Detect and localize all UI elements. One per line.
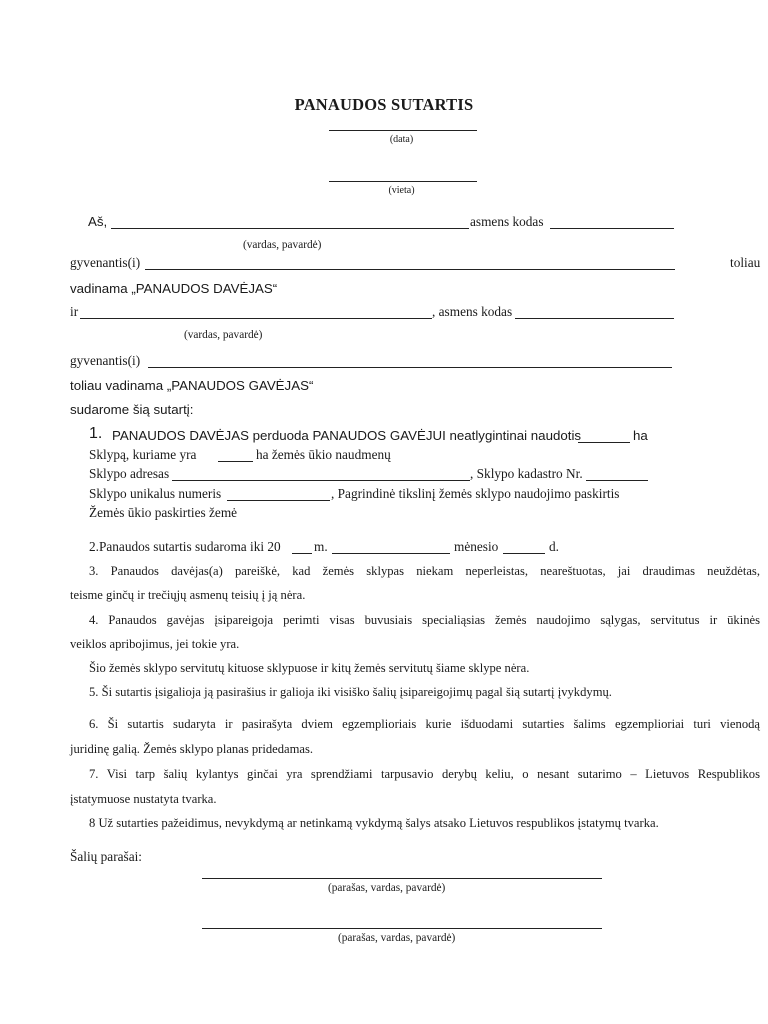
clause1-line1: PANAUDOS DAVĖJAS perduoda PANAUDOS GAVĖJUI neatlygintinai naudotis <box>112 428 582 443</box>
clause4-line2: veiklos apribojimus, jei tokie yra. <box>70 637 240 651</box>
clause4-line1: 4. Panaudos gavėjas įsipareigoja perimti visas buvusiais specialiąsias žemės naudojimo sąlygas, servitutus ir ūkinės <box>89 613 760 627</box>
clause7-line2: įstatymuose nustatyta tvarka. <box>70 792 217 806</box>
clause2-b: m. <box>314 539 328 554</box>
party1-code-label: asmens kodas <box>470 214 544 229</box>
party2-code-label: , asmens kodas <box>432 304 513 319</box>
clause1-address-line <box>172 480 470 481</box>
clause7-line1: 7. Visi tarp šalių kylantys ginčai yra sprendžiami tarpusavio derybų keliu, o nesant sutarimo – Lietuvos Respublikos <box>89 767 760 781</box>
party2-name-caption: (vardas, pavardė) <box>184 329 263 341</box>
clause1-cadastre-line <box>586 480 648 481</box>
clause1-unique-line <box>227 500 330 501</box>
signatures-label: Šalių parašai: <box>70 849 143 864</box>
clause1-naudmenu-line <box>218 461 253 462</box>
party1-address-label: gyvenantis(i) <box>70 255 141 270</box>
page-title: PANAUDOS SUTARTIS <box>294 95 474 114</box>
clause2-day-line <box>503 553 545 554</box>
place-caption: (vieta) <box>388 185 415 196</box>
clause1-line2b: ha žemės ūkio naudmenų <box>256 447 391 462</box>
clause1-ha: ha <box>633 428 648 443</box>
party1-role: vadinama „PANAUDOS DAVĖJAS“ <box>70 281 278 296</box>
signature-caption-2: (parašas, vardas, pavardė) <box>338 932 456 944</box>
party2-name-line <box>80 318 432 319</box>
clause6-line1: 6. Ši sutartis sudaryta ir pasirašyta dviem egzemplioriais kurie išduodami sutarties šalims egzemplioriai turi vienodą <box>89 717 760 731</box>
clause2-month-line <box>332 553 450 554</box>
clause2-d: d. <box>549 539 559 554</box>
party1-name-line <box>111 228 469 229</box>
date-line <box>329 130 477 131</box>
clause5: 5. Ši sutartis įsigalioja ją pasirašius ir galioja iki visiško šalių įsipareigojimų pagal šią sutartį įvykdymų. <box>89 685 612 699</box>
clause3-line1: 3. Panaudos davėjas(a) pareiškė, kad žemės sklypas niekam neperleistas, neareštuotas, jai draudimas neuždėtas, <box>89 564 760 578</box>
clause2-a: 2.Panaudos sutartis sudaroma iki 20 <box>89 539 281 554</box>
clause4-line3: Šio žemės sklypo servitutų kituose sklypuose ir kitų žemės servitutų šiame sklype nėra. <box>89 661 530 675</box>
ir-label: ir <box>70 304 79 319</box>
clause6-line2: juridinę galią. Žemės sklypo planas pridedamas. <box>70 742 314 756</box>
clause1-line4a: Sklypo unikalus numeris <box>89 486 222 501</box>
party1-address-line <box>145 269 675 270</box>
clause1-line3a: Sklypo adresas <box>89 466 170 481</box>
date-caption: (data) <box>389 134 414 145</box>
party2-address-label: gyvenantis(i) <box>70 353 141 368</box>
clause3-line2: teisme ginčų ir trečiųjų asmenų teisių į ją nėra. <box>70 588 306 602</box>
party2-code-line <box>515 318 674 319</box>
signature-caption-1: (parašas, vardas, pavardė) <box>328 882 446 894</box>
clause1-line3b: , Sklypo kadastro Nr. <box>470 466 583 481</box>
party1-name-caption: (vardas, pavardė) <box>243 239 322 251</box>
party1-code-line <box>550 228 674 229</box>
clause8: 8 Už sutarties pažeidimus, nevykdymą ar netinkamą vykdymą šalys atsako Lietuvos respublikos įstatymų tvarka. <box>89 816 659 830</box>
clause1-line2a: Sklypą, kuriame yra <box>89 447 197 462</box>
clause1-line4b: , Pagrindinė tikslinį žemės sklypo naudojimo paskirtis <box>331 486 620 501</box>
place-line <box>329 181 477 182</box>
clause1-line5: Žemės ūkio paskirties žemė <box>89 505 238 520</box>
signature-line-2 <box>202 928 602 929</box>
sudarome-text: sudarome šią sutartį: <box>70 402 194 417</box>
clause2-year-line <box>292 553 312 554</box>
clause1-number: 1. <box>89 425 103 442</box>
clause2-c: mėnesio <box>454 539 499 554</box>
party2-role: toliau vadinama „PANAUDOS GAVĖJAS“ <box>70 378 314 393</box>
clause1-area-line <box>578 442 630 443</box>
party2-address-line <box>148 367 672 368</box>
toliau-label: toliau <box>730 255 761 270</box>
as-label: Aš, <box>88 214 108 229</box>
signature-line-1 <box>202 878 602 879</box>
